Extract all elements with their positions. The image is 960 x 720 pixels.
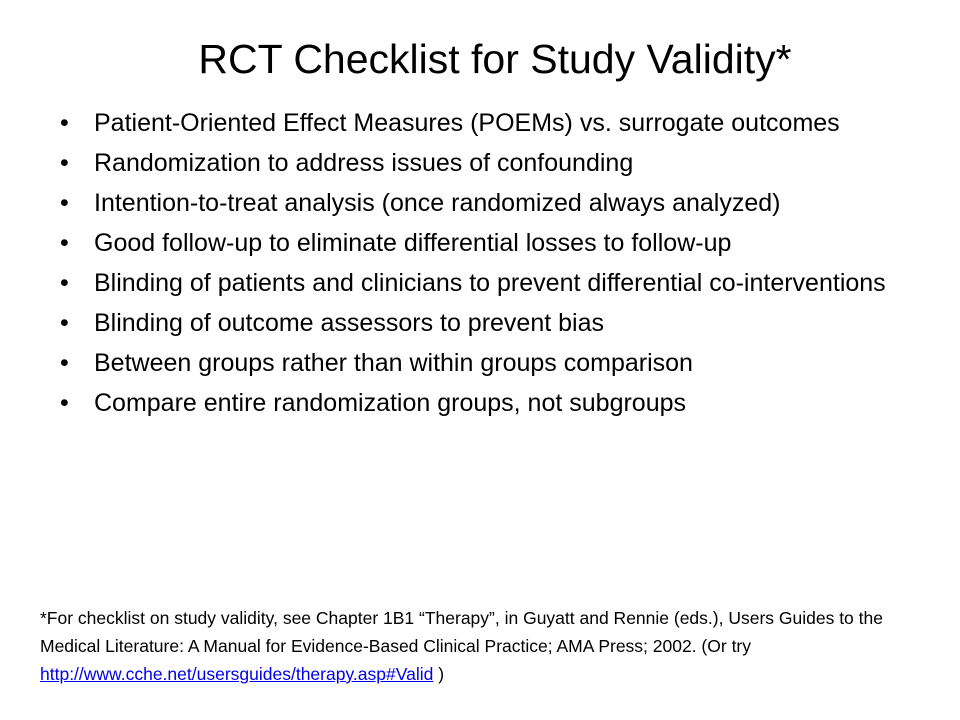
- bullet-item: [60, 310, 900, 337]
- footnote-text: *For checklist on study validity, see Chapter 1B1 “Therapy”, in Guyatt and Rennie (eds.), Users Guides to the Medical Literature: A Manual for Evidence-Based Clinical Practice; AMA Press; 2002. (Or try: [40, 608, 883, 656]
- bullet-item: [60, 110, 900, 137]
- bullet-list: [60, 110, 900, 430]
- bullet-dot-icon: •: [60, 349, 69, 377]
- bullet-item: [60, 390, 900, 417]
- bullet-dot-icon: •: [60, 269, 69, 297]
- bullet-text: Intention-to-treat analysis (once randomized always analyzed): [94, 189, 781, 217]
- footnote-closing: ): [433, 664, 445, 684]
- bullet-item: [60, 350, 900, 377]
- bullet-dot-icon: •: [60, 309, 69, 337]
- bullet-text: Patient-Oriented Effect Measures (POEMs) vs. surrogate outcomes: [94, 109, 840, 137]
- bullet-dot-icon: •: [60, 389, 69, 417]
- bullet-item: [60, 150, 900, 177]
- bullet-dot-icon: •: [60, 109, 69, 137]
- bullet-text: Good follow-up to eliminate differential losses to follow-up: [94, 229, 732, 257]
- bullet-dot-icon: •: [60, 229, 69, 257]
- slide-title: RCT Checklist for Study Validity*: [198, 36, 792, 82]
- bullet-text: Blinding of outcome assessors to prevent bias: [94, 309, 604, 337]
- bullet-text: Blinding of patients and clinicians to prevent differential co-interventions: [94, 269, 886, 297]
- bullet-dot-icon: •: [60, 149, 69, 177]
- bullet-text: Compare entire randomization groups, not subgroups: [94, 389, 687, 417]
- bullet-item: [60, 270, 900, 297]
- therapy-guide-link[interactable]: http://www.cche.net/usersguides/therapy.asp#Valid: [40, 664, 434, 684]
- bullet-item: [60, 190, 900, 217]
- footnote: [40, 604, 940, 688]
- bullet-dot-icon: •: [60, 189, 69, 217]
- bullet-text: Between groups rather than within groups comparison: [94, 349, 693, 377]
- bullet-text: Randomization to address issues of confounding: [94, 149, 634, 177]
- bullet-item: [60, 230, 900, 257]
